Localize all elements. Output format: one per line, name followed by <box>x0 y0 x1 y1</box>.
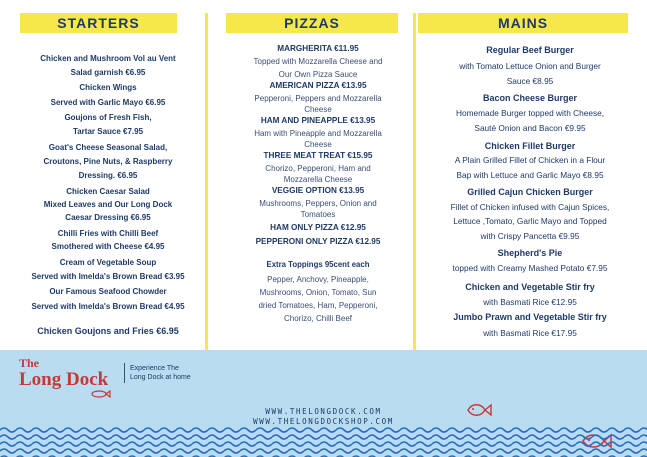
extra-toppings-line-4: Chorizo, Chilli Beef <box>283 314 353 323</box>
main-shepherds-pie-desc: topped with Creamy Mashed Potato €7.95 <box>452 263 608 273</box>
starter-wings-name: Chicken Wings <box>79 83 137 92</box>
pizza-american-name: AMERICAN PIZZA €13.95 <box>269 81 367 90</box>
logo-the-text: The <box>19 356 40 370</box>
tagline <box>130 364 200 382</box>
pizza-margherita-desc-2: Our Own Pizza Sauce <box>278 70 358 79</box>
main-chicken-fillet-name: Chicken Fillet Burger <box>484 141 576 151</box>
starter-goujons-fish-desc: Tartar Sauce €7.95 <box>72 127 144 136</box>
tagline-line-1: Experience The <box>130 365 179 372</box>
starter-goujons-fish-name: Goujons of Fresh Fish, <box>64 113 152 122</box>
main-chicken-fillet-desc-2: Bap with Lettuce and Garlic Mayo €8.95 <box>456 170 604 180</box>
starter-vol-au-vent-name: Chicken and Mushroom Vol au Vent <box>40 54 176 63</box>
pizza-three-meat-desc-1: Chorizo, Pepperoni, Ham and <box>265 164 371 173</box>
starter-chilli-fries-name: Chilli Fries with Chilli Beef <box>57 229 159 238</box>
starter-chowder-desc: Served with Imelda's Brown Bread €4.95 <box>31 302 185 311</box>
main-beef-burger-name: Regular Beef Burger <box>486 45 574 55</box>
mains-header: MAINS <box>418 13 628 33</box>
starter-chilli-fries-desc: Smothered with Cheese €4.95 <box>51 242 165 251</box>
long-dock-logo <box>19 356 108 389</box>
starter-goujons-fries: Chicken Goujons and Fries €6.95 <box>37 326 179 336</box>
logo-divider <box>124 363 125 383</box>
main-prawn-stir-fry-desc: with Basmati Rice €17.95 <box>483 328 577 338</box>
pizzas-list <box>220 43 416 324</box>
pizza-pepperoni-only: PEPPERONI ONLY PIZZA €12.95 <box>255 237 381 246</box>
starter-goats-cheese-line-3: Dressing. €6.95 <box>78 171 138 180</box>
main-bacon-burger-desc-2: Sauté Onion and Bacon €9.95 <box>474 123 586 133</box>
main-beef-burger-desc-1: with Tomato Lettuce Onion and Burger <box>459 61 601 71</box>
main-cajun-burger-desc-2: Lettuce ,Tomato, Garlic Mayo and Topped <box>453 216 607 226</box>
extra-toppings-line-1: Pepper, Anchovy, Pineapple, <box>267 275 369 284</box>
mains-list <box>416 44 644 340</box>
pizza-american-desc-1: Pepperoni, Peppers and Mozzarella <box>254 94 382 103</box>
main-cajun-burger-desc-1: Fillet of Chicken infused with Cajun Spices, <box>450 202 610 212</box>
pizza-veggie-desc-2: Tomatoes <box>300 210 336 219</box>
main-chicken-stir-fry-desc: with Basmati Rice €12.95 <box>483 297 577 307</box>
pizza-american-desc-2: Cheese <box>304 105 332 114</box>
starter-caesar-desc-1: Mixed Leaves and Our Long Dock <box>43 200 173 209</box>
pizza-ham-pineapple-name: HAM AND PINEAPPLE €13.95 <box>260 116 376 125</box>
starters-list <box>18 53 198 338</box>
pizza-three-meat-desc-2: Mozzarella Cheese <box>283 175 353 184</box>
starter-wings-desc: Served with Garlic Mayo €6.95 <box>50 98 166 107</box>
main-chicken-stir-fry-name: Chicken and Vegetable Stir fry <box>465 282 595 292</box>
pizzas-header: PIZZAS <box>226 13 398 33</box>
main-chicken-fillet-desc-1: A Plain Grilled Fillet of Chicken in a Flour <box>454 155 606 165</box>
main-cajun-burger-desc-3: with Crispy Pancetta €9.95 <box>480 231 580 241</box>
starter-caesar-name: Chicken Caesar Salad <box>66 187 150 196</box>
website-url-shop[interactable]: WWW.THELONGDOCKSHOP.COM <box>253 417 394 426</box>
website-links <box>0 407 647 427</box>
wave-pattern <box>0 426 647 457</box>
pizza-margherita-name: MARGHERITA €11.95 <box>277 44 359 53</box>
pizza-margherita-desc-1: Topped with Mozzarella Cheese and <box>253 57 383 66</box>
main-shepherds-pie-name: Shepherd's Pie <box>497 248 563 258</box>
pizza-ham-pineapple-desc-1: Ham with Pineapple and Mozzarella <box>254 129 382 138</box>
pizza-ham-only: HAM ONLY PIZZA €12.95 <box>270 223 366 232</box>
column-divider-left <box>205 13 208 352</box>
website-url-main[interactable]: WWW.THELONGDOCK.COM <box>265 407 382 416</box>
extra-toppings-title: Extra Toppings 95cent each <box>266 260 370 269</box>
main-bacon-burger-name: Bacon Cheese Burger <box>482 93 578 103</box>
extra-toppings-line-2: Mushrooms, Onion, Tomato, Sun <box>259 288 377 297</box>
logo-main-text: Long Dock <box>19 369 109 390</box>
starter-vol-au-vent-desc: Salad garnish €6.95 <box>70 68 146 77</box>
starters-header: STARTERS <box>20 13 177 33</box>
tagline-line-2: Long Dock at home <box>130 374 191 381</box>
starter-soup-name: Cream of Vegetable Soup <box>59 258 157 267</box>
starter-goats-cheese-line-1: Goat's Cheese Seasonal Salad, <box>48 143 168 152</box>
main-bacon-burger-desc-1: Homemade Burger topped with Cheese, <box>455 108 605 118</box>
starter-caesar-desc-2: Caesar Dressing €6.95 <box>65 213 151 222</box>
pizza-ham-pineapple-desc-2: Cheese <box>304 140 332 149</box>
main-beef-burger-desc-2: Sauce €8.95 <box>506 76 554 86</box>
logo-fish-icon <box>89 390 111 398</box>
starter-chowder-name: Our Famous Seafood Chowder <box>49 287 167 296</box>
main-prawn-stir-fry-name: Jumbo Prawn and Vegetable Stir fry <box>453 312 607 322</box>
extra-toppings-line-3: dried Tomatoes, Ham, Pepperoni, <box>258 301 378 310</box>
starter-soup-desc: Served with Imelda's Brown Bread €3.95 <box>31 272 185 281</box>
starter-goats-cheese-line-2: Croutons, Pine Nuts, & Raspberry <box>43 157 173 166</box>
pizza-veggie-name: VEGGIE OPTION €13.95 <box>271 186 365 195</box>
main-cajun-burger-name: Grilled Cajun Chicken Burger <box>467 187 593 197</box>
footer-banner <box>0 350 647 457</box>
pizza-veggie-desc-1: Mushrooms, Peppers, Onion and <box>259 199 377 208</box>
pizza-three-meat-name: THREE MEAT TREAT €15.95 <box>263 151 373 160</box>
